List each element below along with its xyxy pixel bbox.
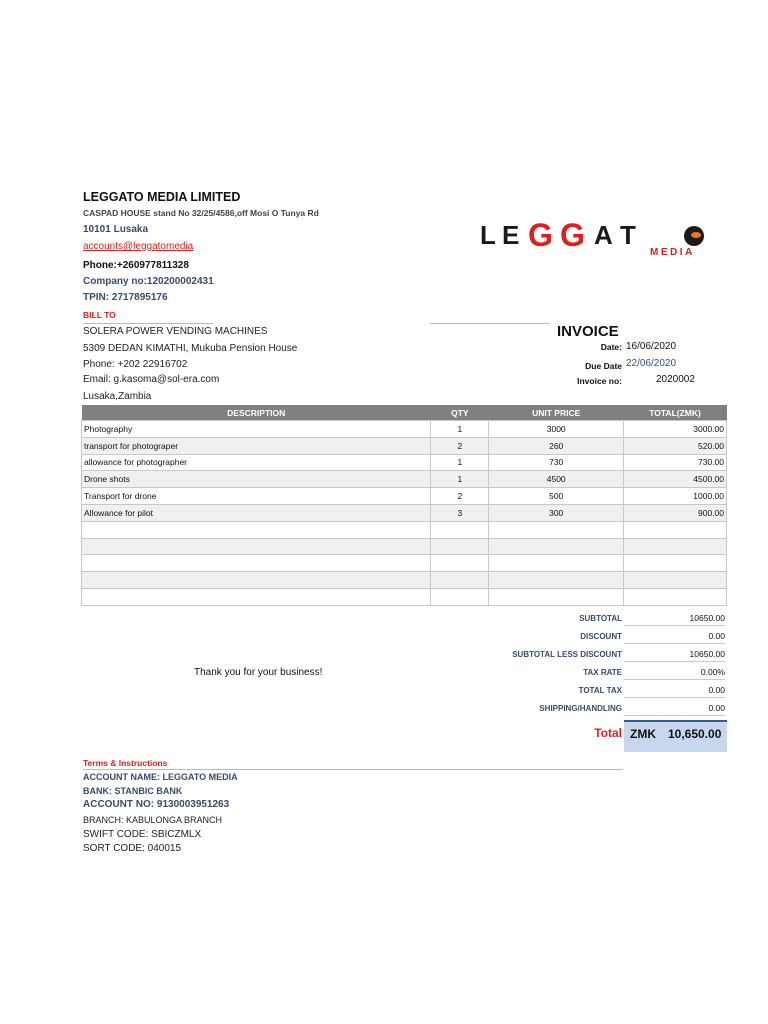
company-city: 10101 Lusaka xyxy=(83,224,149,235)
header-qty: QTY xyxy=(431,405,489,421)
total-currency: ZMK xyxy=(630,727,656,741)
cell-description xyxy=(82,588,431,605)
cell-qty: 2 xyxy=(431,437,489,454)
cell-qty xyxy=(431,538,489,555)
cell-description: Allowance for pilot xyxy=(82,504,431,521)
company-tpin: TPIN: 2717895176 xyxy=(83,292,168,303)
svg-text:MEDIA: MEDIA xyxy=(650,247,695,258)
divider xyxy=(430,323,550,324)
sort-code: SORT CODE: 040015 xyxy=(83,843,182,854)
cell-total xyxy=(624,521,727,538)
date-label: Date: xyxy=(600,342,622,352)
cell-unit-price: 300 xyxy=(489,504,624,521)
cell-unit-price: 3000 xyxy=(489,421,624,438)
svg-text:G: G xyxy=(528,217,553,253)
client-email: Email: g.kasoma@sol-era.com xyxy=(83,374,220,385)
cell-description: Photography xyxy=(82,421,431,438)
total-amount: 10,650.00 xyxy=(668,727,722,741)
summary-label: TAX RATE xyxy=(583,668,622,677)
invoice-date: 16/06/2020 xyxy=(626,341,677,352)
cell-qty: 1 xyxy=(431,454,489,471)
summary-label: SUBTOTAL LESS DISCOUNT xyxy=(512,650,622,659)
summary-value: 0.00 xyxy=(624,631,725,644)
cell-total: 3000.00 xyxy=(624,421,727,438)
table-header-row xyxy=(82,405,727,421)
cell-total xyxy=(624,538,727,555)
cell-qty: 2 xyxy=(431,488,489,505)
svg-text:A: A xyxy=(594,220,613,250)
table-row xyxy=(82,454,727,471)
cell-qty xyxy=(431,588,489,605)
svg-text:G: G xyxy=(560,217,585,253)
summary-label: TOTAL TAX xyxy=(578,686,622,695)
client-city: Lusaka,Zambia xyxy=(83,391,152,402)
summary-value: 0.00% xyxy=(624,667,725,680)
company-address: CASPAD HOUSE stand No 32/25/4586,off Mosi O Tunya Rd xyxy=(83,208,319,218)
table-row xyxy=(82,471,727,488)
summary-value: 10650.00 xyxy=(624,649,725,662)
invoice-number-label: Invoice no: xyxy=(577,376,622,386)
branch: BRANCH: KABULONGA BRANCH xyxy=(83,815,223,825)
company-number: Company no:120200002431 xyxy=(83,276,214,287)
cell-total: 4500.00 xyxy=(624,471,727,488)
thank-you-note: Thank you for your business! xyxy=(194,667,323,678)
invoice-title: INVOICE xyxy=(557,323,619,340)
cell-total: 1000.00 xyxy=(624,488,727,505)
table-row xyxy=(82,588,727,605)
cell-unit-price: 500 xyxy=(489,488,624,505)
divider xyxy=(83,769,623,770)
table-row xyxy=(82,504,727,521)
svg-text:E: E xyxy=(502,220,520,250)
cell-qty xyxy=(431,521,489,538)
client-address: 5309 DEDAN KIMATHI, Mukuba Pension House xyxy=(83,343,298,354)
cell-total xyxy=(624,572,727,589)
cell-unit-price: 4500 xyxy=(489,471,624,488)
summary-value: 0.00 xyxy=(624,703,725,716)
table-row xyxy=(82,488,727,505)
summary-value: 0.00 xyxy=(624,685,725,698)
cell-unit-price xyxy=(489,521,624,538)
bill-to-label: BILL TO xyxy=(83,310,116,320)
svg-text:L: L xyxy=(480,220,498,250)
company-name: LEGGATO MEDIA LIMITED xyxy=(83,190,241,204)
table-row xyxy=(82,555,727,572)
cell-total: 520.00 xyxy=(624,437,727,454)
due-date: 22/06/2020 xyxy=(626,358,677,369)
account-name: ACCOUNT NAME: LEGGATO MEDIA xyxy=(83,772,238,782)
table-row xyxy=(82,538,727,555)
header-total: TOTAL(ZMK) xyxy=(624,405,727,421)
table-row xyxy=(82,572,727,589)
summary-value: 10650.00 xyxy=(624,613,725,626)
total-label: Total xyxy=(594,726,622,740)
cell-description xyxy=(82,538,431,555)
company-phone: Phone:+260977811328 xyxy=(83,260,189,271)
summary-label: SUBTOTAL xyxy=(579,614,622,623)
client-name: SOLERA POWER VENDING MACHINES xyxy=(83,326,268,337)
cell-qty xyxy=(431,555,489,572)
cell-total xyxy=(624,588,727,605)
cell-unit-price: 730 xyxy=(489,454,624,471)
due-date-label: Due Date xyxy=(585,361,622,371)
items-table xyxy=(81,405,727,606)
cell-unit-price xyxy=(489,555,624,572)
cell-unit-price xyxy=(489,572,624,589)
cell-unit-price xyxy=(489,588,624,605)
client-phone: Phone: +202 22916702 xyxy=(83,359,188,370)
cell-description: transport for photograper xyxy=(82,437,431,454)
company-email-link[interactable]: accounts@leggatomedia xyxy=(83,241,194,252)
table-row xyxy=(82,521,727,538)
swift-code: SWIFT CODE: SBICZMLX xyxy=(83,829,202,840)
account-number: ACCOUNT NO: 9130003951263 xyxy=(83,799,230,810)
cell-description xyxy=(82,521,431,538)
svg-text:T: T xyxy=(620,220,636,250)
cell-total: 900.00 xyxy=(624,504,727,521)
cell-qty xyxy=(431,572,489,589)
cell-total: 730.00 xyxy=(624,454,727,471)
cell-description xyxy=(82,572,431,589)
divider xyxy=(83,323,213,324)
summary-label: DISCOUNT xyxy=(580,632,622,641)
cell-qty: 1 xyxy=(431,471,489,488)
cell-description: Drone shots xyxy=(82,471,431,488)
header-unit-price: UNIT PRICE xyxy=(489,405,624,421)
cell-unit-price xyxy=(489,538,624,555)
cell-description: Transport for drone xyxy=(82,488,431,505)
cell-description xyxy=(82,555,431,572)
cell-unit-price: 260 xyxy=(489,437,624,454)
bank-name: BANK: STANBIC BANK xyxy=(83,786,183,796)
cell-total xyxy=(624,555,727,572)
header-description: DESCRIPTION xyxy=(82,405,431,421)
invoice-number: 2020002 xyxy=(656,374,695,385)
terms-title: Terms & Instructions xyxy=(83,758,168,768)
cell-qty: 3 xyxy=(431,504,489,521)
summary-label: SHIPPING/HANDLING xyxy=(539,704,622,713)
cell-qty: 1 xyxy=(431,421,489,438)
cell-description: allowance for photographer xyxy=(82,454,431,471)
table-row xyxy=(82,437,727,454)
table-row xyxy=(82,421,727,438)
company-logo xyxy=(480,214,712,260)
